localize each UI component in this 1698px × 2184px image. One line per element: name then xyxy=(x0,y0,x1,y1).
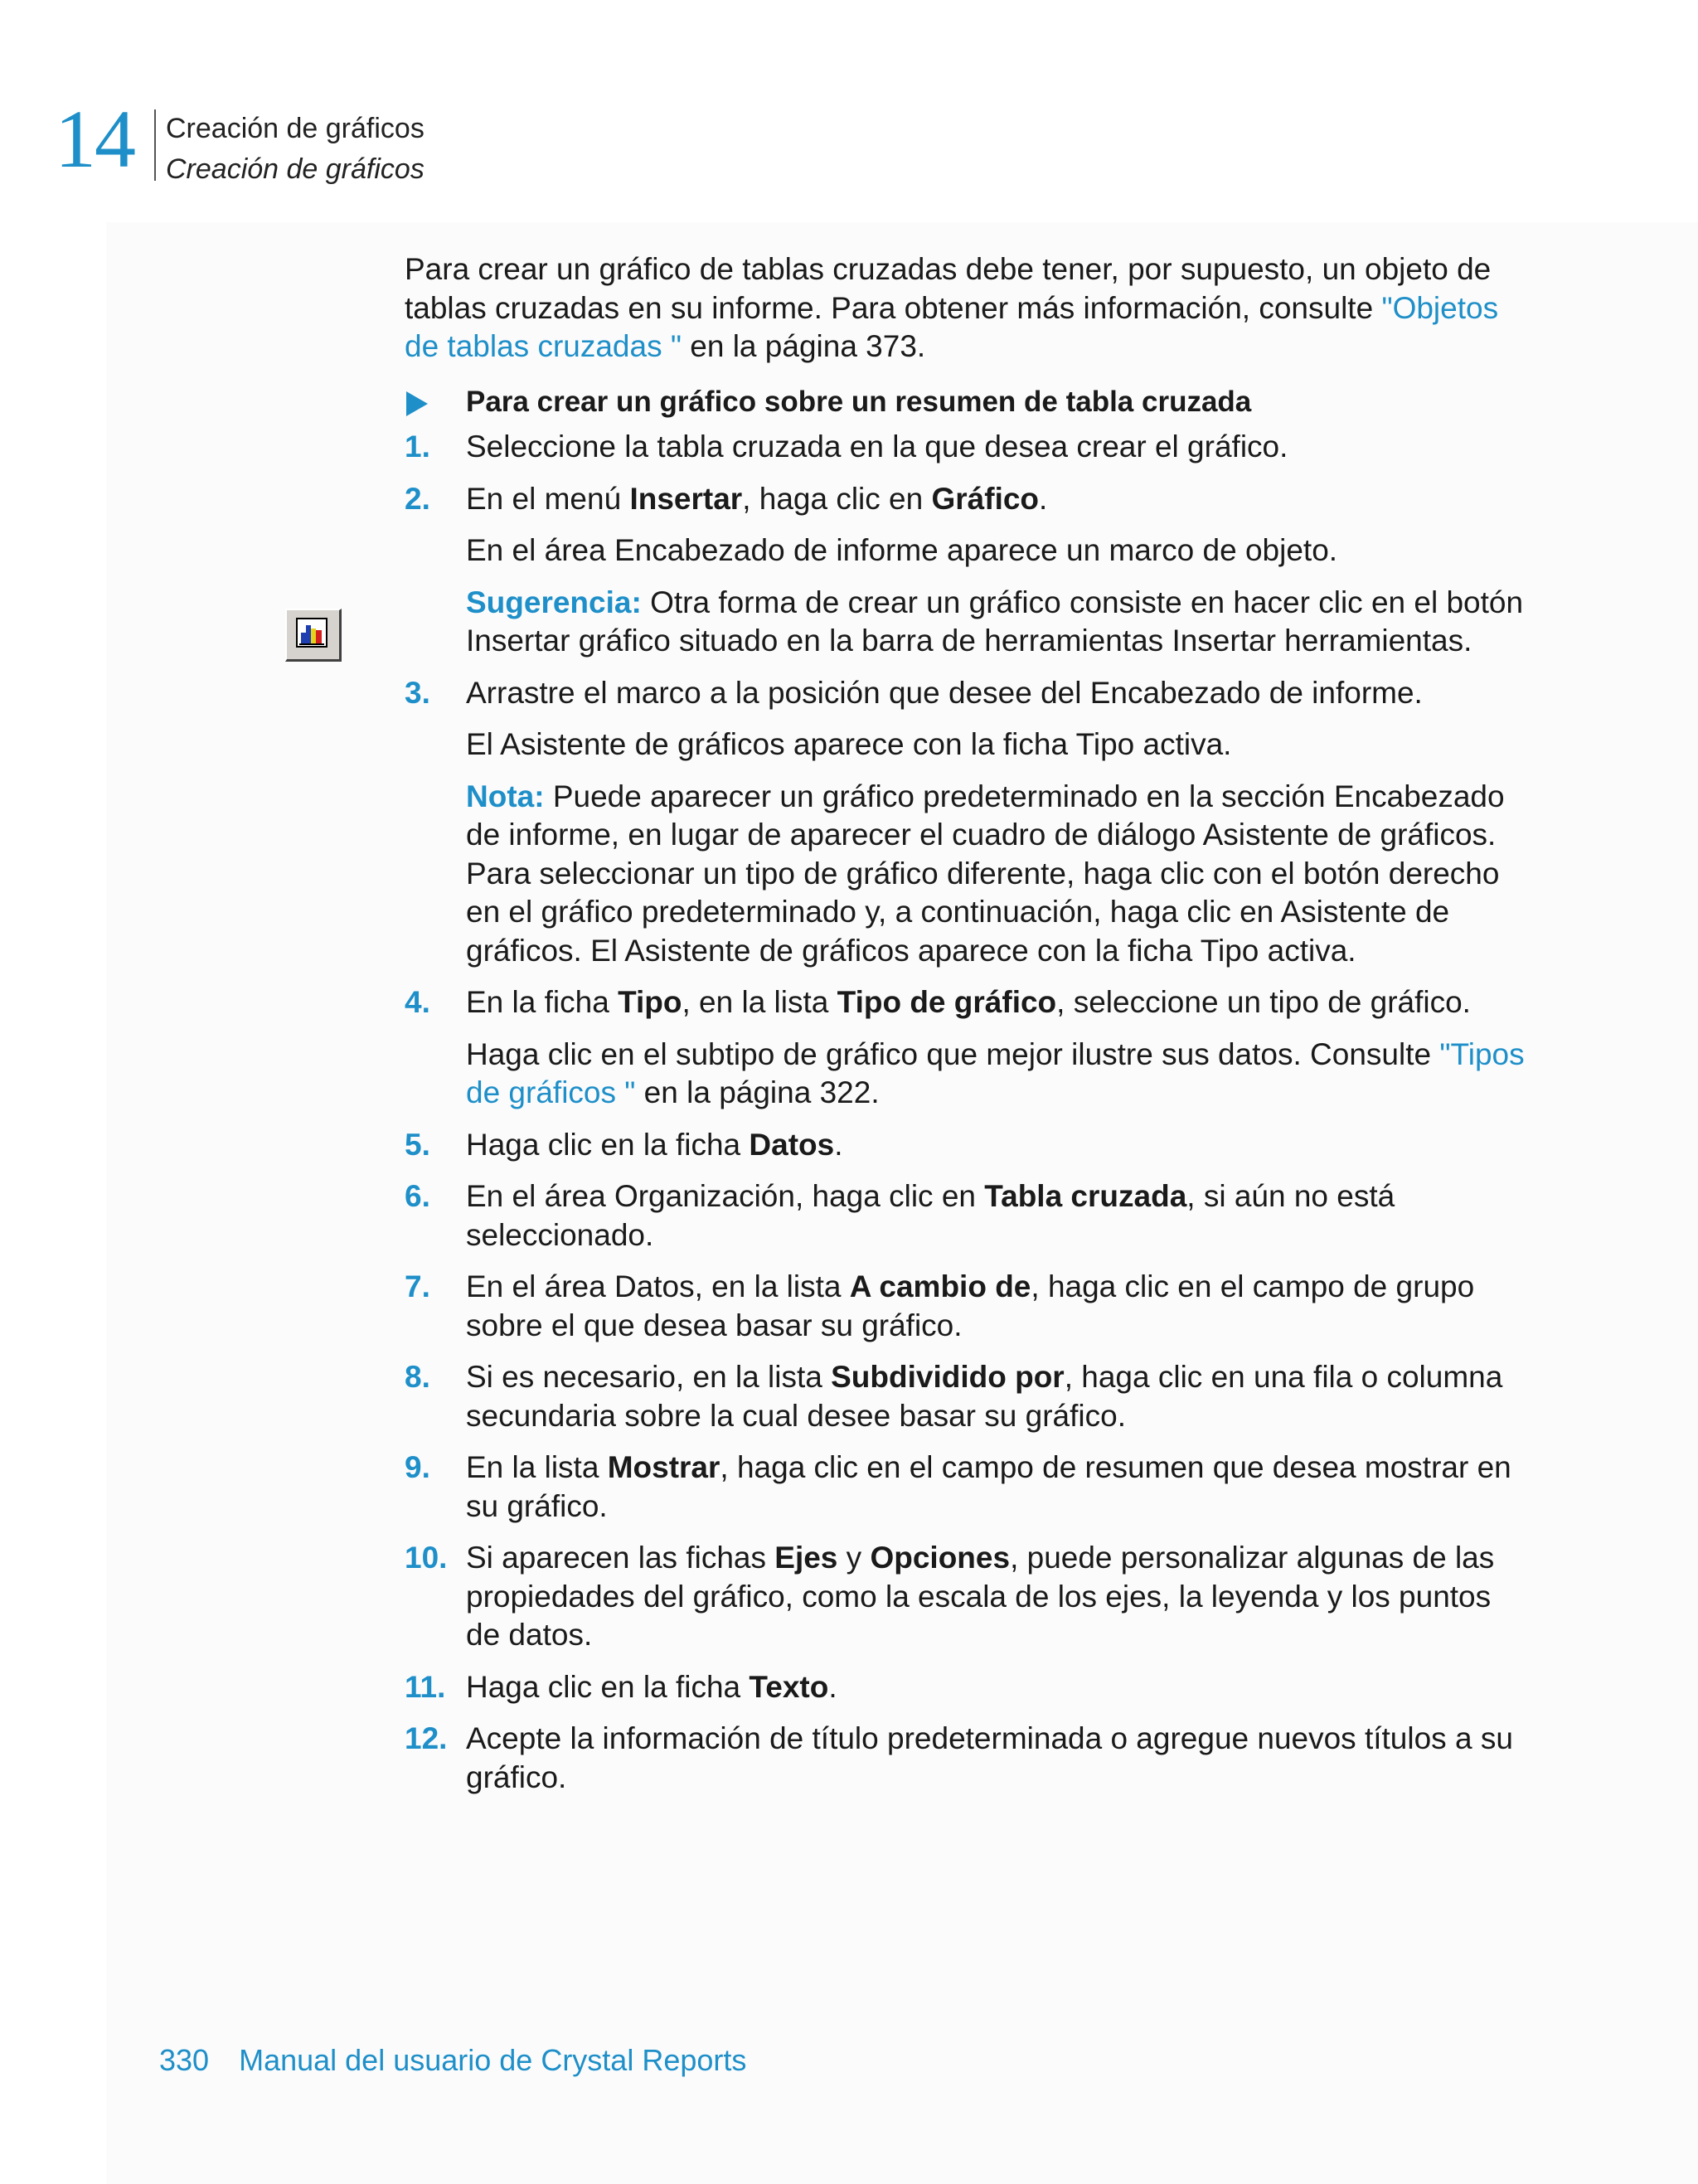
step-text: En la ficha xyxy=(466,985,619,1019)
tip-text: Otra forma de crear un gráfico consiste en hacer clic en el botón Insertar gráfico situado en la barra de herramientas Insertar herramientas. xyxy=(466,585,1524,658)
page-number: 330 xyxy=(159,2043,210,2077)
step-number: 10. xyxy=(405,1541,448,1575)
list-name-mostrar: Mostrar xyxy=(607,1450,720,1484)
step-text: . xyxy=(1039,481,1048,516)
crosstab-objects-link[interactable]: "Objetos de tablas cruzadas " xyxy=(405,290,1499,363)
step-text: En el área Datos, en la lista xyxy=(466,1269,850,1303)
insert-chart-icon xyxy=(285,609,342,662)
step-number: 5. xyxy=(405,1127,430,1162)
step-6 xyxy=(405,1177,1532,1255)
manual-title: Manual del usuario de Crystal Reports xyxy=(239,2043,747,2077)
step-text: , haga clic en el campo de resumen que desea mostrar en su gráfico. xyxy=(466,1450,1511,1523)
step-text: , haga clic en una fila o columna secundaria sobre la cual desee basar su gráfico. xyxy=(466,1360,1503,1433)
tab-name-datos: Datos xyxy=(749,1127,835,1162)
tab-name-ejes: Ejes xyxy=(774,1541,838,1575)
list-name-tipo-de-grafico: Tipo de gráfico xyxy=(837,985,1057,1019)
step-text: Haga clic en la ficha xyxy=(466,1669,750,1704)
step-number: 6. xyxy=(405,1179,430,1213)
page-footer xyxy=(159,2043,746,2078)
step-result: En el área Encabezado de informe aparece un marco de objeto. xyxy=(466,533,1338,567)
step-text: . xyxy=(834,1127,843,1162)
step-number: 1. xyxy=(405,430,430,463)
step-8 xyxy=(405,1358,1532,1435)
step-number: 8. xyxy=(405,1360,430,1394)
note-text: Puede aparecer un gráfico predeterminado en la sección Encabezado de informe, en lugar de aparecer el cuadro de diálogo Asistente de gráficos. Para seleccionar un tipo de gráfico diferente, haga clic con el botón derecho en el gráfico predeterminado y, a continuación, haga clic en Asistente de gráficos. El Asistente de gráficos aparece con la ficha Tipo activa. xyxy=(466,779,1505,968)
step-2 xyxy=(405,480,1532,661)
step-result: El Asistente de gráficos aparece con la ficha Tipo activa. xyxy=(466,727,1232,761)
tab-name-tipo: Tipo xyxy=(618,985,682,1019)
intro-text: Para crear un gráfico de tablas cruzadas debe tener, por supuesto, un objeto de tablas cruzadas en su informe. Para obtener más información, consulte xyxy=(405,252,1492,325)
step-text: Arrastre el marco a la posición que desee del Encabezado de informe. xyxy=(466,675,1423,710)
step-3 xyxy=(405,674,1532,971)
step-10 xyxy=(405,1539,1532,1655)
step-text: , puede personalizar algunas de las propiedades del gráfico, como la escala de los ejes, la leyenda y los puntos de datos. xyxy=(466,1541,1495,1652)
step-text: Si aparecen las fichas xyxy=(466,1541,775,1575)
tab-name-texto: Texto xyxy=(749,1669,829,1704)
step-text: En el menú xyxy=(466,481,630,516)
step-text: , seleccione un tipo de gráfico. xyxy=(1056,985,1471,1019)
chart-types-link[interactable]: "Tipos de gráficos " xyxy=(466,1036,1525,1109)
step-text: , haga clic en el campo de grupo sobre el que desea basar su gráfico. xyxy=(466,1269,1475,1342)
step-text: , haga clic en xyxy=(742,481,932,516)
list-name-a-cambio-de: A cambio de xyxy=(849,1269,1031,1303)
step-number: 3. xyxy=(405,675,430,710)
step-number: 11. xyxy=(405,1669,446,1704)
menu-name-insertar: Insertar xyxy=(629,481,743,516)
section-title: Creación de gráficos xyxy=(166,153,424,185)
step-text: . xyxy=(828,1669,837,1704)
step-result xyxy=(466,1036,1532,1113)
step-text: Seleccione la tabla cruzada en la que desea crear el gráfico. xyxy=(466,430,1288,463)
tip-label: Sugerencia: xyxy=(466,585,642,619)
note-block xyxy=(466,778,1532,971)
step-7 xyxy=(405,1268,1532,1345)
option-tabla-cruzada: Tabla cruzada xyxy=(984,1179,1187,1213)
step-text: Si es necesario, en la lista xyxy=(466,1360,832,1394)
note-label: Nota: xyxy=(466,779,545,813)
main-content xyxy=(405,250,1532,1810)
step-text: En el área Organización, haga clic en xyxy=(466,1179,985,1213)
intro-paragraph xyxy=(405,250,1532,366)
step-text: y xyxy=(837,1541,871,1575)
chapter-number: 14 xyxy=(55,93,134,185)
step-text: En la lista xyxy=(466,1450,608,1484)
step-9 xyxy=(405,1449,1532,1526)
step-number: 2. xyxy=(405,481,430,516)
step-text: , si aún no está seleccionado. xyxy=(466,1179,1395,1252)
tip-block xyxy=(466,584,1532,661)
step-number: 9. xyxy=(405,1450,430,1484)
steps-list xyxy=(405,428,1532,1797)
step-text: Acepte la información de título predeterminada o agregue nuevos títulos a su gráfico. xyxy=(466,1721,1513,1794)
list-name-subdividido-por: Subdividido por xyxy=(831,1360,1065,1394)
procedure-title: Para crear un gráfico sobre un resumen de tabla cruzada xyxy=(466,385,1252,418)
step-5 xyxy=(405,1126,1532,1165)
step-1 xyxy=(405,428,1532,467)
step-text: Haga clic en el subtipo de gráfico que mejor ilustre sus datos. Consulte xyxy=(466,1036,1440,1071)
step-number: 7. xyxy=(405,1269,430,1303)
step-number: 12. xyxy=(405,1721,448,1755)
step-12 xyxy=(405,1720,1532,1797)
intro-page-ref: en la página 373. xyxy=(682,329,926,363)
tab-name-opciones: Opciones xyxy=(870,1541,1011,1575)
step-text: en la página 322. xyxy=(635,1075,880,1109)
menu-item-grafico: Gráfico xyxy=(931,481,1040,516)
chapter-title: Creación de gráficos xyxy=(166,113,424,144)
step-4 xyxy=(405,983,1532,1113)
step-text: Haga clic en la ficha xyxy=(466,1127,750,1162)
procedure-heading xyxy=(405,383,1532,422)
step-text: , en la lista xyxy=(682,985,837,1019)
step-number: 4. xyxy=(405,985,430,1019)
step-11 xyxy=(405,1668,1532,1707)
triangle-right-icon xyxy=(406,391,428,416)
chapter-divider xyxy=(154,109,156,181)
